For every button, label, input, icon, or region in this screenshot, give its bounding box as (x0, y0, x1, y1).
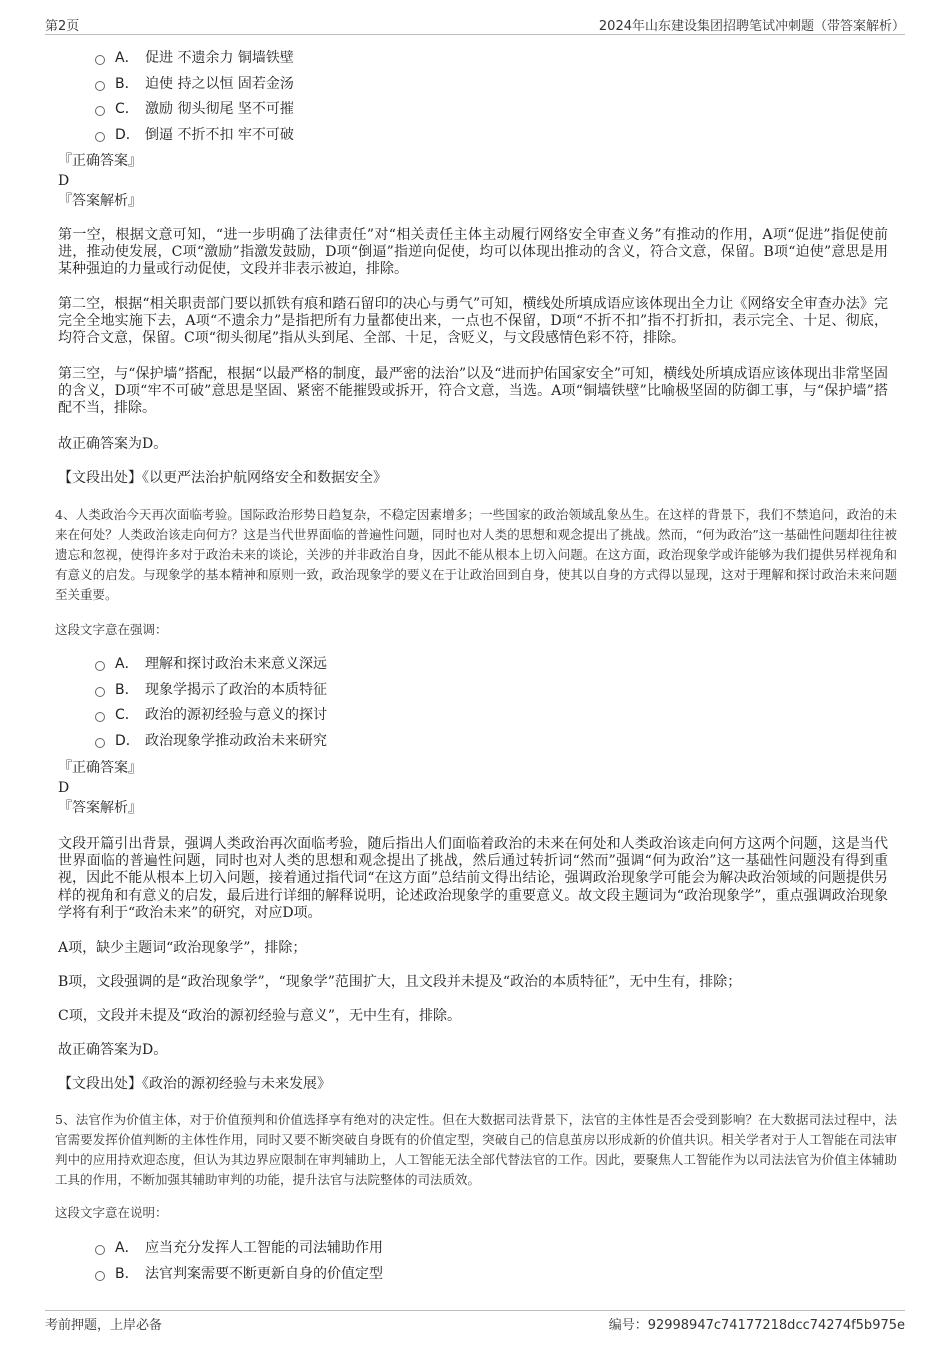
radio-icon[interactable] (95, 738, 105, 748)
q4-stem: 4、人类政治今天再次面临考验。国际政治形势日趋复杂，不稳定因素增多；一些国家的政治领域乱象丛生。在这样的背景下，我们不禁追问，政治的未来在何处？人类政治该走向何方？这是当代世界面临的普遍性问题，同时也对人类的思想和观念提出了挑战。然而，“何为政治”这一基础性问题却往往被遗忘和忽视，使得许多对于政治未来的谈论，关涉的并非政治自身，因此不能从根本上切入问题。在这方面，政治现象学或许能够为我们提供另样视角和有意义的启发。与现象学的基本精神和原则一致，政治现象学的要义在于让政治回到自身，使其以自身的方式得以显现，这对于理解和探讨政治未来问题至关重要。 (55, 507, 897, 602)
q4-analysis-paragraph: B项，文段强调的是“政治现象学”，“现象学”范围扩大，且文段并未提及“政治的本质特征”，无中生有，排除； (58, 974, 742, 990)
q4-analysis-paragraph: 文段开篇引出背景，强调人类政治再次面临考验，随后指出人们面临着政治的未来在何处和人类政治该走向何方这两个问题，这是当代世界面临的普遍性问题，同时也对人类的思想和观念提出了挑战，然后通过转折词“然而”强调“何为政治”这一基础性问题没有得到重视，因此不能从根本上切入问题，接着通过指代词“在这方面”总结前文得出结论，强调政治现象学可能会为解决政治领域的问题提供另样的视角和有意义的启发，最后进行详细的解释说明，论述政治现象学的重要意义。故文段主题词为“政治现象学”，重点强调政治现象学将有利于“政治未来”的研究，对应D项。 (58, 836, 888, 921)
radio-icon[interactable] (95, 132, 105, 142)
q3-analysis-label: 『答案解析』 (58, 193, 142, 209)
q3-option-a[interactable]: A． 促进 不遗余力 铜墙铁壁 (95, 46, 294, 72)
q4-options (95, 652, 327, 754)
q4-option-c[interactable]: C． 政治的源初经验与意义的探讨 (95, 703, 327, 729)
radio-icon[interactable] (95, 55, 105, 65)
radio-icon[interactable] (95, 81, 105, 91)
q4-analysis-paragraph: C项，文段并未提及“政治的源初经验与意义”，无中生有，排除。 (58, 1008, 462, 1024)
q3-answer: D (58, 173, 70, 189)
radio-icon[interactable] (95, 712, 105, 722)
q3-answer-label: 『正确答案』 (58, 153, 142, 169)
q4-prompt: 这段文字意在强调： (55, 622, 168, 637)
radio-icon[interactable] (95, 661, 105, 671)
q4-answer-label: 『正确答案』 (58, 760, 142, 776)
page-header (45, 14, 905, 35)
q5-option-a[interactable]: A． 应当充分发挥人工智能的司法辅助作用 (95, 1236, 383, 1262)
q3-source: 【文段出处】《以更严法治护航网络安全和数据安全》 (58, 470, 387, 486)
document-title: 2024年山东建设集团招聘笔试冲刺题（带答案解析） (598, 19, 905, 34)
q4-analysis-paragraph: A项，缺少主题词“政治现象学”，排除； (58, 940, 307, 956)
q3-conclusion: 故正确答案为D。 (58, 436, 168, 452)
q4-option-a[interactable]: A． 理解和探讨政治未来意义深远 (95, 652, 327, 678)
q4-conclusion: 故正确答案为D。 (58, 1042, 168, 1058)
q4-analysis-label: 『答案解析』 (58, 800, 142, 816)
q5-option-b[interactable]: B． 法官判案需要不断更新自身的价值定型 (95, 1262, 383, 1288)
q5-options (95, 1236, 383, 1287)
q3-option-b[interactable]: B． 迫使 持之以恒 固若金汤 (95, 72, 294, 98)
footer-slogan: 考前押题，上岸必备 (45, 1318, 163, 1333)
q3-options (95, 46, 294, 148)
q4-answer: D (58, 780, 70, 796)
q3-analysis-paragraph: 第三空，与“保护墙”搭配，根据“以最严格的制度，最严密的法治”以及“进而护佑国家安全”可知，横线处所填成语应该体现出非常坚固的含义，D项“牢不可破”意思是坚固、紧密不能摧毁或拆开，符合文意，当选。A项“铜墙铁壁”比喻极坚固的防御工事，与“保护墙”搭配不当，排除。 (58, 366, 888, 417)
q5-stem: 5、法官作为价值主体，对于价值预判和价值选择享有绝对的决定性。但在大数据司法背景下，法官的主体性是否会受到影响？在大数据司法过程中，法官需要发挥价值判断的主体性作用，同时又要不断突破自身既有的价值定型，突破自己的信息茧房以形成新的价值共识。相关学者对于人工智能在司法审判中的应用持欢迎态度，但认为其边界应限制在审判辅助上，人工智能无法全部代替法官的工作。因此，要聚焦人工智能作为以司法法官为价值主体辅助工具的作用，不断加强其辅助审判的功能，提升法官与法院整体的司法质效。 (55, 1112, 897, 1187)
q4-option-d[interactable]: D． 政治现象学推动政治未来研究 (95, 729, 327, 755)
radio-icon[interactable] (95, 1245, 105, 1255)
page-footer (45, 1310, 905, 1333)
q3-option-c[interactable]: C． 激励 彻头彻尾 坚不可摧 (95, 97, 294, 123)
q5-prompt: 这段文字意在说明： (55, 1205, 168, 1220)
radio-icon[interactable] (95, 1271, 105, 1281)
q4-option-b[interactable]: B． 现象学揭示了政治的本质特征 (95, 678, 327, 704)
radio-icon[interactable] (95, 106, 105, 116)
q3-analysis-paragraph: 第一空，根据文意可知，“进一步明确了法律责任”对“相关责任主体主动履行网络安全审查义务”有推动的作用，A项“促进”指促使前进，推动使发展，C项“激励”指激发鼓励，D项“倒逼”指逆向促使，均可以体现出推动的含义，符合文意，保留。B项“迫使”意思是用某种强迫的力量或行动促使，文段并非表示被迫，排除。 (58, 227, 888, 278)
q3-option-d[interactable]: D． 倒逼 不折不扣 牢不可破 (95, 123, 294, 149)
q3-analysis-paragraph: 第二空，根据“相关职责部门要以抓铁有痕和踏石留印的决心与勇气”可知，横线处所填成语应该体现出全力让《网络安全审查办法》完完全全地实施下去，A项“不遗余力”是指把所有力量都使出来，一点也不保留，D项“不折不扣”指不打折扣，表示完全、十足、彻底，均符合文意，保留。C项“彻头彻尾”指从头到尾、全部、十足，含贬义，与文段感情色彩不符，排除。 (58, 296, 888, 347)
page-number: 第2页 (45, 19, 80, 34)
radio-icon[interactable] (95, 687, 105, 697)
document-id: 编号：92998947c74177218dcc74274f5b975e (608, 1318, 905, 1333)
q4-source: 【文段出处】《政治的源初经验与未来发展》 (58, 1076, 331, 1092)
